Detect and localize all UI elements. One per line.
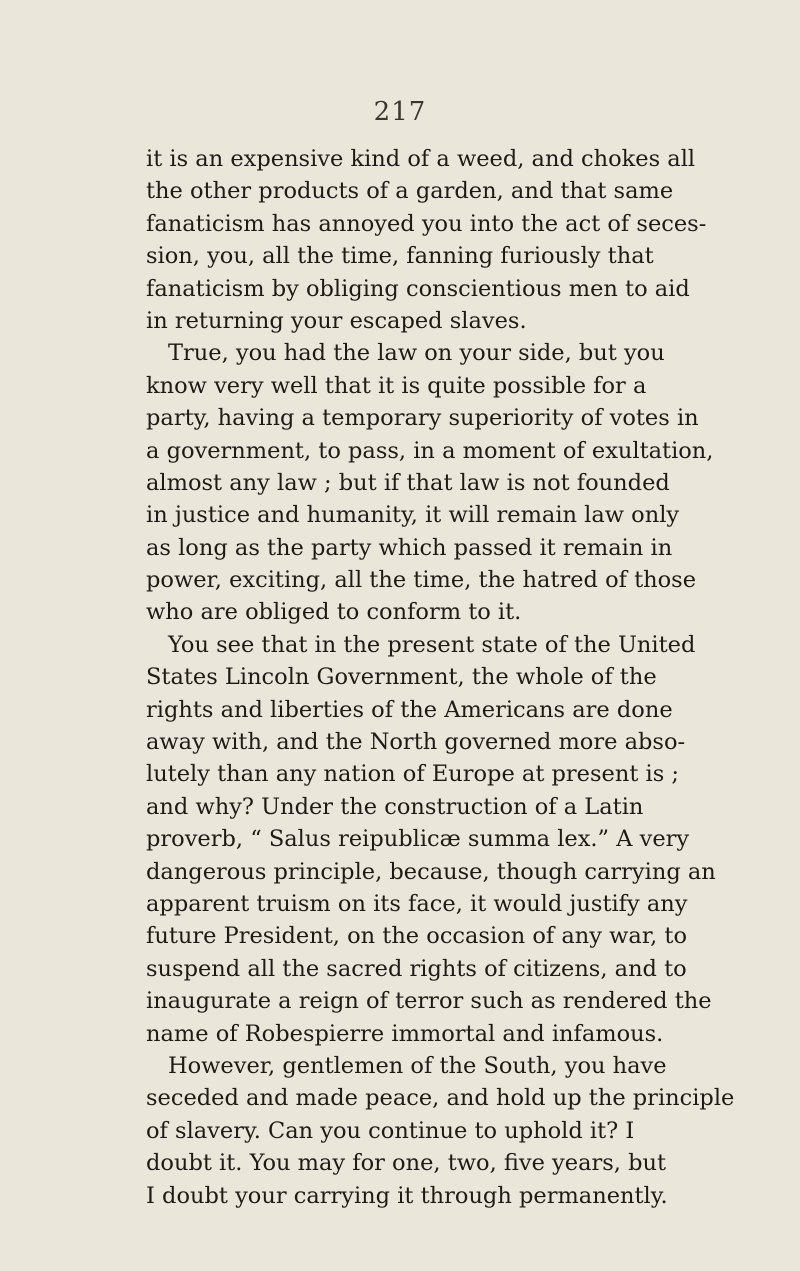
text-line: in returning your escaped slaves. [146, 307, 527, 334]
text-line: name of Robespierre immortal and infamous. [146, 1020, 664, 1047]
text-line: who are obliged to conform to it. [146, 599, 522, 626]
text-line: know very well that it is quite possible for a [146, 372, 647, 399]
text-line: and why? Under the construction of a Latin [146, 793, 644, 820]
text-line: I doubt your carrying it through permanently. [146, 1182, 668, 1209]
text-line: future President, on the occasion of any war, to [146, 923, 688, 950]
text-line: fanaticism by obliging conscientious men to aid [146, 275, 690, 302]
text-line: sion, you, all the time, fanning furiously that [146, 243, 654, 270]
text-line: power, exciting, all the time, the hatred of those [146, 567, 697, 594]
text-line: almost any law ; but if that law is not founded [146, 469, 670, 496]
text-line: You see that in the present state of the United [168, 631, 696, 658]
text-line: of slavery. Can you continue to uphold it? I [146, 1117, 635, 1144]
text-line: proverb, “ Salus reipublicæ summa lex.” A very [146, 826, 690, 853]
text-line: fanaticism has annoyed you into the act of seces- [146, 210, 707, 237]
body-text [146, 143, 735, 1212]
text-line: party, having a temporary superiority of votes in [146, 405, 699, 432]
text-line: lutely than any nation of Europe at present is ; [146, 761, 680, 788]
text-line: in justice and humanity, it will remain law only [146, 502, 680, 529]
text-line: the other products of a garden, and that same [146, 178, 674, 205]
text-line: a government, to pass, in a moment of exultation, [146, 437, 714, 464]
page-number: 217 [373, 97, 427, 127]
text-line: suspend all the sacred rights of citizens, and to [146, 955, 687, 982]
text-line: However, gentlemen of the South, you have [168, 1052, 667, 1079]
text-line: doubt it. You may for one, two, five years, but [146, 1150, 667, 1177]
text-line: inaugurate a reign of terror such as rendered the [146, 988, 712, 1015]
text-line: it is an expensive kind of a weed, and chokes all [146, 146, 696, 172]
text-line: apparent truism on its face, it would justify any [146, 890, 688, 917]
text-line: dangerous principle, because, though carrying an [146, 858, 716, 885]
text-line: States Lincoln Government, the whole of the [146, 664, 657, 691]
text-line: as long as the party which passed it remain in [146, 534, 673, 561]
text-line: True, you had the law on your side, but you [168, 340, 665, 367]
text-line: away with, and the North governed more abso- [146, 729, 686, 756]
text-line: seceded and made peace, and hold up the principle [146, 1085, 735, 1112]
text-line: rights and liberties of the Americans are done [146, 696, 673, 723]
